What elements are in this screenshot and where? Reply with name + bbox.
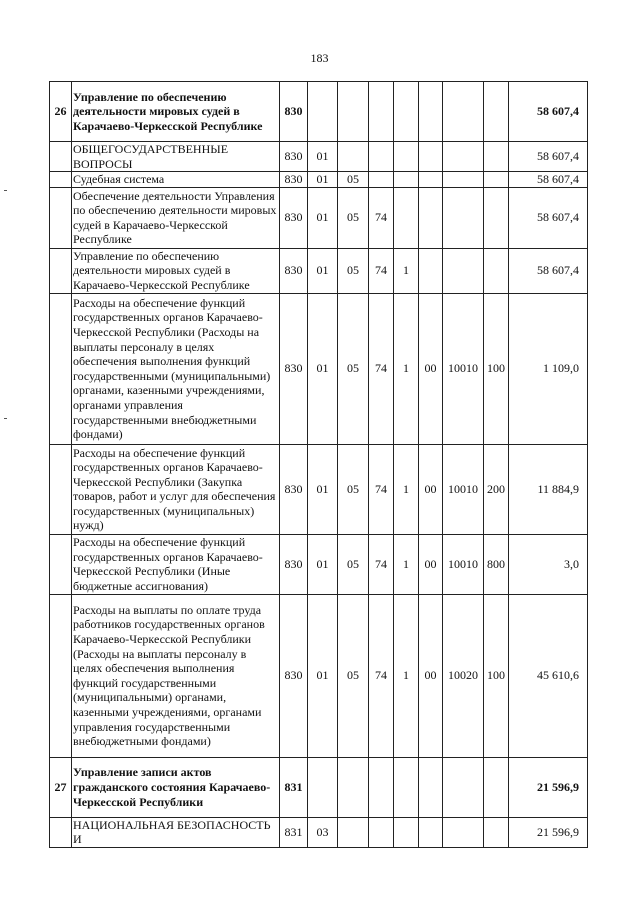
margin-mark — [4, 190, 7, 191]
row-amount: 58 607,4 — [509, 142, 588, 172]
code-pr: 05 — [338, 444, 369, 534]
code-target-program: 74 — [369, 248, 394, 293]
code-gr: 830 — [280, 187, 308, 248]
table-row — [50, 142, 588, 172]
code-gr: 830 — [280, 142, 308, 172]
row-number — [50, 187, 72, 248]
code-target-program — [369, 172, 394, 188]
table-row — [50, 444, 588, 534]
code-target-program — [369, 142, 394, 172]
row-amount: 45 610,6 — [509, 594, 588, 757]
code-subprogram — [394, 187, 419, 248]
code-direction — [419, 757, 443, 817]
code-subprogram: 1 — [394, 444, 419, 534]
code-direction — [419, 248, 443, 293]
code-subprogram: 1 — [394, 248, 419, 293]
code-direction — [419, 187, 443, 248]
code-rz: 01 — [308, 293, 338, 444]
row-number: 27 — [50, 757, 72, 817]
code-direction — [419, 142, 443, 172]
row-name: Расходы на обеспечение функций государственных органов Карачаево-Черкесской Республики (Иные бюджетные ассигнования) — [72, 534, 280, 594]
code-direction — [419, 172, 443, 188]
code-rz: 01 — [308, 444, 338, 534]
code-direction — [419, 82, 443, 142]
row-amount: 58 607,4 — [509, 82, 588, 142]
code-expense-type: 100 — [484, 594, 509, 757]
row-amount: 3,0 — [509, 534, 588, 594]
code-direction: 00 — [419, 594, 443, 757]
code-expense-type — [484, 82, 509, 142]
code-rz: 01 — [308, 248, 338, 293]
row-amount: 58 607,4 — [509, 248, 588, 293]
table-row — [50, 534, 588, 594]
code-gr: 830 — [280, 534, 308, 594]
code-rz: 01 — [308, 172, 338, 188]
code-target-program: 74 — [369, 444, 394, 534]
row-amount: 11 884,9 — [509, 444, 588, 534]
row-number — [50, 248, 72, 293]
code-expense-item — [443, 172, 484, 188]
row-name: Расходы на обеспечение функций государственных органов Карачаево-Черкесской Республики (Закупка товаров, работ и услуг для обеспечения государственных (муниципальных) нужд) — [72, 444, 280, 534]
code-pr — [338, 817, 369, 847]
code-rz: 01 — [308, 142, 338, 172]
code-rz: 01 — [308, 594, 338, 757]
code-target-program: 74 — [369, 293, 394, 444]
code-pr — [338, 82, 369, 142]
code-expense-type — [484, 172, 509, 188]
code-gr: 830 — [280, 594, 308, 757]
code-rz — [308, 757, 338, 817]
code-subprogram: 1 — [394, 293, 419, 444]
code-rz: 01 — [308, 534, 338, 594]
code-expense-item — [443, 757, 484, 817]
row-number — [50, 172, 72, 188]
code-target-program — [369, 817, 394, 847]
row-name: НАЦИОНАЛЬНАЯ БЕЗОПАСНОСТЬ И — [72, 817, 280, 847]
row-name: Управление по обеспечению деятельности мировых судей в Карачаево-Черкесской Республике — [72, 82, 280, 142]
code-expense-item — [443, 817, 484, 847]
code-gr: 830 — [280, 293, 308, 444]
row-amount: 21 596,9 — [509, 757, 588, 817]
code-subprogram — [394, 817, 419, 847]
row-number — [50, 444, 72, 534]
code-target-program: 74 — [369, 594, 394, 757]
code-expense-type — [484, 757, 509, 817]
table-row — [50, 293, 588, 444]
table-row — [50, 248, 588, 293]
code-pr: 05 — [338, 534, 369, 594]
table-row — [50, 172, 588, 188]
code-target-program: 74 — [369, 187, 394, 248]
code-direction: 00 — [419, 293, 443, 444]
table-row — [50, 82, 588, 142]
code-expense-item: 10010 — [443, 534, 484, 594]
code-direction: 00 — [419, 444, 443, 534]
row-name: Управление записи актов гражданского состояния Карачаево-Черкесской Республики — [72, 757, 280, 817]
code-pr: 05 — [338, 248, 369, 293]
code-expense-item — [443, 142, 484, 172]
code-pr: 05 — [338, 187, 369, 248]
row-name: ОБЩЕГОСУДАРСТВЕННЫЕ ВОПРОСЫ — [72, 142, 280, 172]
code-subprogram: 1 — [394, 594, 419, 757]
code-gr: 830 — [280, 444, 308, 534]
code-subprogram — [394, 82, 419, 142]
code-pr — [338, 757, 369, 817]
code-expense-type: 800 — [484, 534, 509, 594]
row-amount: 58 607,4 — [509, 172, 588, 188]
budget-table — [49, 81, 588, 848]
row-name: Расходы на выплаты по оплате труда работников государственных органов Карачаево-Черкесской Республики (Расходы на выплаты персоналу в целях обеспечения выполнения функций государственными (муниципальными) органами, казенными учреждениями, органами управления государственными внебюджетными фондами) — [72, 594, 280, 757]
code-rz: 03 — [308, 817, 338, 847]
code-rz — [308, 82, 338, 142]
code-target-program: 74 — [369, 534, 394, 594]
code-subprogram — [394, 142, 419, 172]
code-subprogram — [394, 172, 419, 188]
row-number: 26 — [50, 82, 72, 142]
code-expense-type — [484, 817, 509, 847]
row-name: Управление по обеспечению деятельности мировых судей в Карачаево-Черкесской Республике — [72, 248, 280, 293]
table-row — [50, 817, 588, 847]
code-pr: 05 — [338, 172, 369, 188]
row-number — [50, 293, 72, 444]
code-expense-item — [443, 248, 484, 293]
code-expense-item — [443, 82, 484, 142]
code-gr: 830 — [280, 172, 308, 188]
table-row — [50, 594, 588, 757]
code-expense-type — [484, 248, 509, 293]
code-expense-item — [443, 187, 484, 248]
code-subprogram — [394, 757, 419, 817]
code-pr: 05 — [338, 594, 369, 757]
code-direction — [419, 817, 443, 847]
row-number — [50, 817, 72, 847]
code-subprogram: 1 — [394, 534, 419, 594]
table-row — [50, 187, 588, 248]
code-gr: 830 — [280, 82, 308, 142]
row-name: Расходы на обеспечение функций государственных органов Карачаево-Черкесской Республики (Расходы на выплаты персоналу в целях обеспечения выполнения функций государственными (муниципальными) органами, казенными учреждениями, органами управления государственными внебюджетными фондами) — [72, 293, 280, 444]
row-number — [50, 142, 72, 172]
row-number — [50, 594, 72, 757]
code-expense-type: 200 — [484, 444, 509, 534]
row-name: Судебная система — [72, 172, 280, 188]
code-pr — [338, 142, 369, 172]
code-expense-type — [484, 187, 509, 248]
page-number: 183 — [310, 51, 329, 65]
code-expense-item: 10010 — [443, 444, 484, 534]
row-number — [50, 534, 72, 594]
code-direction: 00 — [419, 534, 443, 594]
code-expense-type: 100 — [484, 293, 509, 444]
row-amount: 58 607,4 — [509, 187, 588, 248]
code-rz: 01 — [308, 187, 338, 248]
code-gr: 830 — [280, 248, 308, 293]
table-row — [50, 757, 588, 817]
code-target-program — [369, 757, 394, 817]
code-pr: 05 — [338, 293, 369, 444]
margin-mark — [4, 418, 7, 419]
row-amount: 21 596,9 — [509, 817, 588, 847]
code-expense-item: 10020 — [443, 594, 484, 757]
code-expense-type — [484, 142, 509, 172]
code-gr: 831 — [280, 757, 308, 817]
row-amount: 1 109,0 — [509, 293, 588, 444]
row-name: Обеспечение деятельности Управления по обеспечению деятельности мировых судей в Карачаево-Черкесской Республике — [72, 187, 280, 248]
code-expense-item: 10010 — [443, 293, 484, 444]
code-gr: 831 — [280, 817, 308, 847]
code-target-program — [369, 82, 394, 142]
